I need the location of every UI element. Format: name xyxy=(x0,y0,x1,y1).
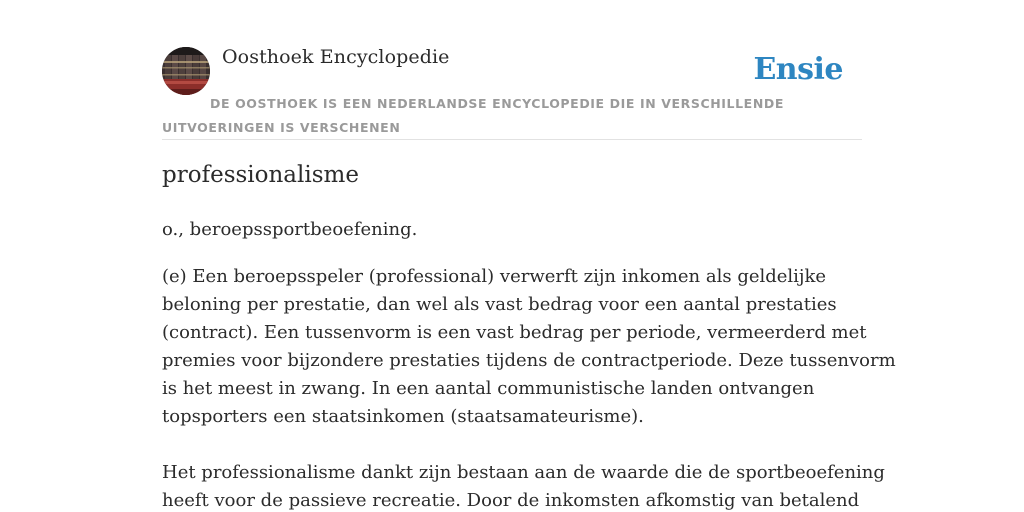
text-line: is het meest in zwang. In een aantal communistische landen ontvangen xyxy=(162,378,815,399)
text-line: topsporters een staatsinkomen (staatsamateurisme). xyxy=(162,406,644,427)
body-paragraph xyxy=(162,263,896,431)
ensie-logo[interactable]: Ensie xyxy=(753,52,843,87)
entry-title: professionalisme xyxy=(162,162,359,188)
entry-definition: o., beroepssportbeoefening. xyxy=(162,219,418,240)
source-description: DE OOSTHOEK IS EEN NEDERLANDSE ENCYCLOPEDIE DIE IN VERSCHILLENDE UITVOERINGEN IS VERSCHENEN xyxy=(162,96,784,135)
encyclopedia-books-icon[interactable] xyxy=(162,47,210,95)
text-line: (e) Een beroepsspeler (professional) verwerft zijn inkomen als geldelijke xyxy=(162,266,827,287)
entry-body xyxy=(162,263,896,512)
text-line: (contract). Een tussenvorm is een vast bedrag per periode, vermeerderd met xyxy=(162,322,867,343)
text-line: heeft voor de passieve recreatie. Door de inkomsten afkomstig van betalend xyxy=(162,490,860,511)
body-paragraph xyxy=(162,459,885,512)
source-name-link[interactable]: Oosthoek Encyclopedie xyxy=(222,46,450,68)
page-container xyxy=(162,0,896,511)
site-header xyxy=(162,0,862,140)
text-line: beloning per prestatie, dan wel als vast bedrag voor een aantal prestaties xyxy=(162,294,837,315)
text-line: premies voor bijzondere prestaties tijdens de contractperiode. Deze tussenvorm xyxy=(162,350,896,371)
text-line: Het professionalisme dankt zijn bestaan aan de waarde die de sportbeoefening xyxy=(162,462,885,483)
avatar-image xyxy=(162,47,210,95)
